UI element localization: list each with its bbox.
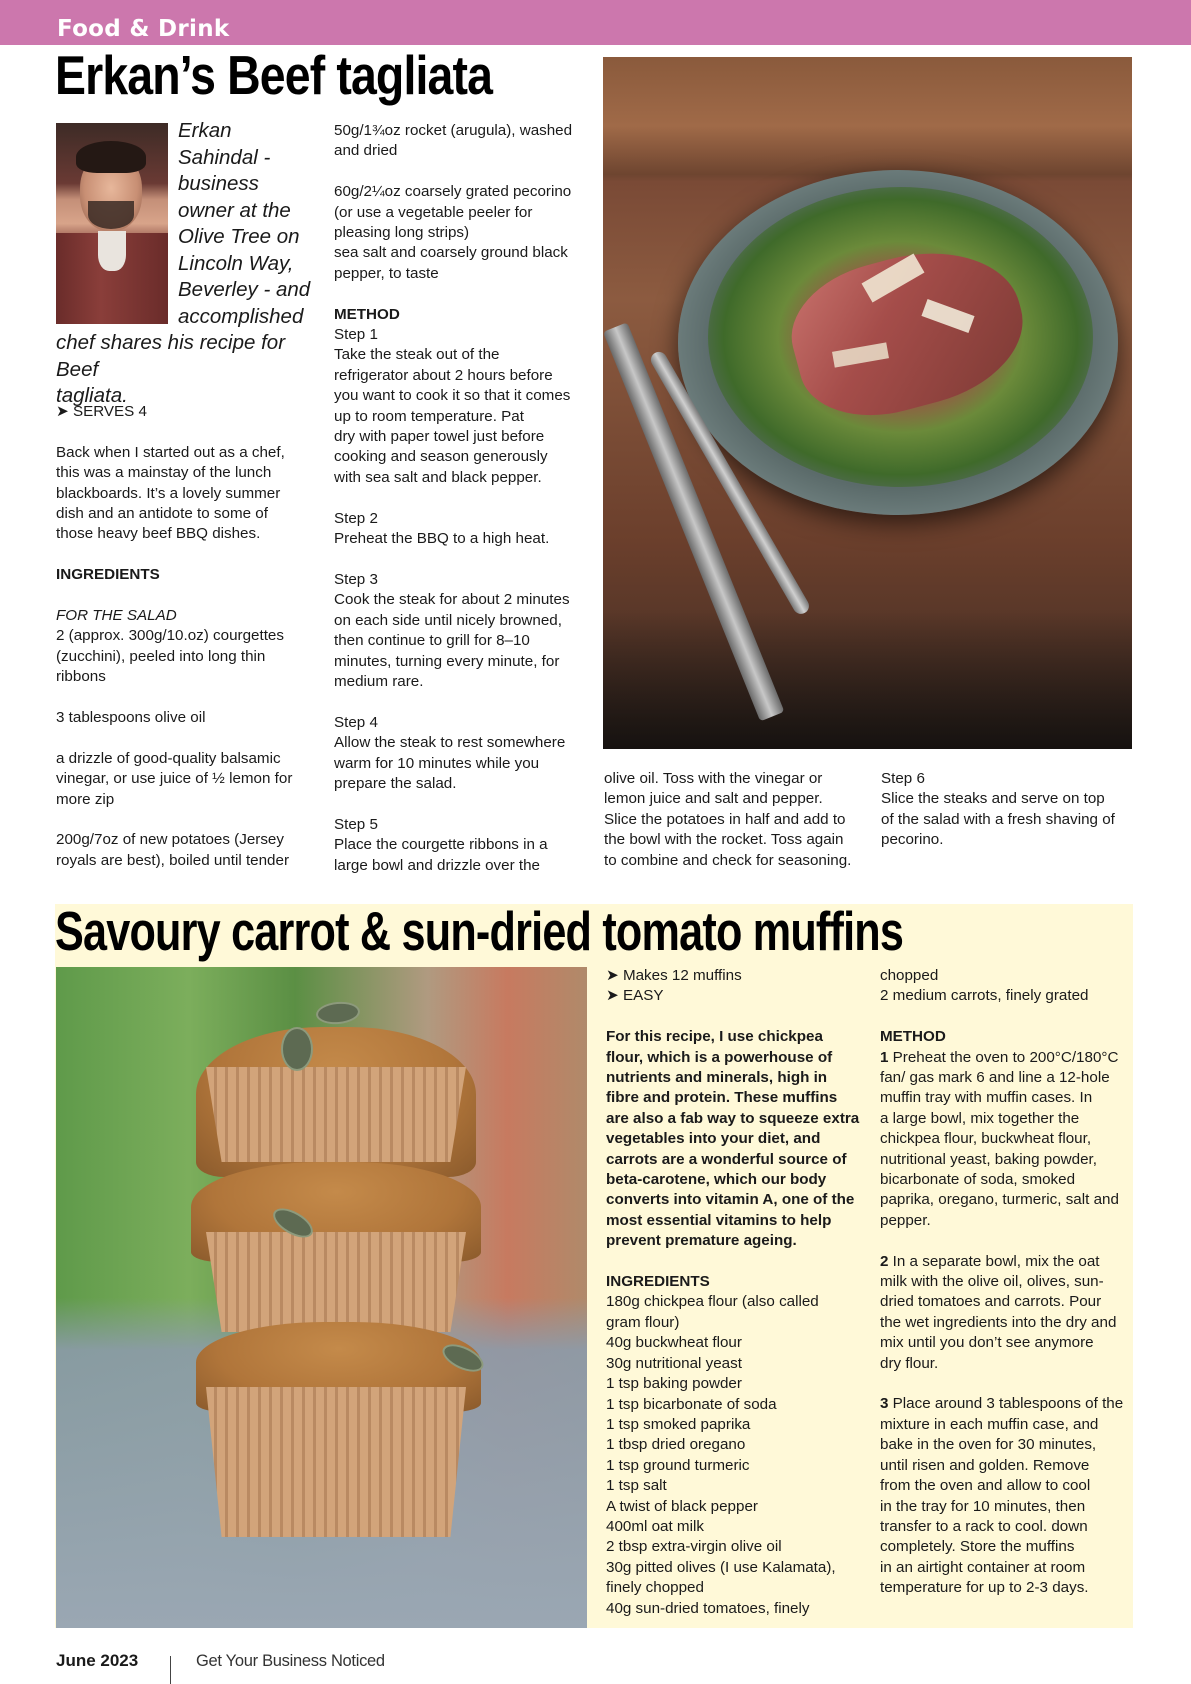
ingredient-line: 40g buckwheat flour <box>606 1334 742 1352</box>
portrait-beard <box>88 201 134 229</box>
chef-bio-continued <box>56 330 326 410</box>
step-line: the wet ingredients into the dry and <box>880 1313 1117 1331</box>
step-line: dry with paper towel just before <box>334 428 545 446</box>
ingredient-line: 1 tsp ground turmeric <box>606 1456 750 1474</box>
step-line: the bowl with the rocket. Toss again <box>604 831 844 849</box>
method-heading: METHOD <box>334 305 400 323</box>
ingredient-line: 1 tsp baking powder <box>606 1375 742 1393</box>
recipe2-intro <box>606 1027 871 1251</box>
intro-line: this was a mainstay of the lunch <box>56 464 272 482</box>
step-label: Step 4 <box>334 713 378 731</box>
pumpkin-seed <box>315 1000 361 1026</box>
step-number: 3 <box>880 1395 889 1413</box>
step-line: in the tray for 10 minutes, then <box>880 1497 1086 1515</box>
bio-line: Beverley - and <box>178 278 311 301</box>
ingredients-heading: INGREDIENTS <box>56 566 160 584</box>
step-line: prepare the salad. <box>334 774 457 792</box>
ingredient-line: 60g/2¼oz coarsely grated pecorino <box>334 183 572 201</box>
ingredients-heading: INGREDIENTS <box>606 1273 710 1291</box>
beef-tagliata-photo <box>603 57 1132 749</box>
intro-line: flour, which is a powerhouse of <box>606 1048 833 1066</box>
step-line: until risen and golden. Remove <box>880 1456 1090 1474</box>
intro-line: beta-carotene, which our body <box>606 1171 827 1189</box>
ingredient-line: a drizzle of good-quality balsamic <box>56 749 281 767</box>
ingredient-line: chopped <box>880 967 939 984</box>
intro-line: most essential vitamins to help <box>606 1211 832 1229</box>
step-line: In a separate bowl, mix the oat <box>888 1252 1100 1270</box>
ingredient-line: 30g pitted olives (I use Kalamata), <box>606 1558 836 1576</box>
intro-line: prevent premature ageing. <box>606 1232 797 1250</box>
recipe1-column-2 <box>334 121 599 876</box>
intro-line: nutrients and minerals, high in <box>606 1069 828 1087</box>
step-line: dry flour. <box>880 1354 939 1372</box>
step-label: Step 3 <box>334 570 378 588</box>
step-line: temperature for up to 2-3 days. <box>880 1579 1089 1597</box>
step-line: then continue to grill for 8–10 <box>334 632 530 650</box>
step-line: minutes, turning every minute, for <box>334 652 560 670</box>
ingredient-line: vinegar, or use juice of ½ lemon for <box>56 770 293 788</box>
step-line: completely. Store the muffins <box>880 1538 1075 1556</box>
muffins-photo <box>56 967 587 1628</box>
bio-line: Sahindal - <box>178 145 271 169</box>
step-line: you want to cook it so that it comes <box>334 387 571 405</box>
step-line: Slice the steaks and serve on top <box>881 790 1105 808</box>
step-line: large bowl and drizzle over the <box>334 856 540 874</box>
step-line: bicarbonate of soda, smoked <box>880 1171 1076 1189</box>
step-line: transfer to a rack to cool. down <box>880 1517 1088 1535</box>
recipe-title-muffins: Savoury carrot & sun-dried tomato muffins <box>55 901 904 963</box>
ingredient-line: 40g sun-dried tomatoes, finely <box>606 1599 810 1617</box>
step-line: medium rare. <box>334 672 424 690</box>
ingredient-line: 30g nutritional yeast <box>606 1354 742 1372</box>
intro-line: are also a fab way to squeeze extra <box>606 1109 860 1127</box>
chef-portrait-image <box>56 123 168 324</box>
footer-date: June 2023 <box>56 1651 139 1670</box>
muffin-liner-shape <box>206 1232 466 1332</box>
step-label: Step 1 <box>334 326 378 344</box>
ingredient-line: 1 tbsp dried oregano <box>606 1436 746 1454</box>
ingredient-line: sea salt and coarsely ground black <box>334 244 568 262</box>
step-line: on each side until nicely browned, <box>334 611 562 629</box>
step-line: Place the courgette ribbons in a <box>334 836 548 854</box>
step-line: Allow the steak to rest somewhere <box>334 734 566 752</box>
step-line: from the oven and allow to cool <box>880 1477 1091 1495</box>
pumpkin-seed <box>281 1027 313 1071</box>
step-line: fan/ gas mark 6 and line a 12-hole <box>880 1069 1110 1087</box>
bio-line: tagliata. <box>56 384 128 407</box>
step-line: mix until you don’t see anymore <box>880 1334 1094 1352</box>
recipe-title-beef-tagliata: Erkan’s Beef tagliata <box>55 45 493 107</box>
step-line: nutritional yeast, baking powder, <box>880 1150 1097 1168</box>
serves-label: ➤ SERVES 4 <box>56 403 147 420</box>
ingredient-line: 2 tbsp extra-virgin olive oil <box>606 1538 782 1556</box>
muffin-liner-shape <box>206 1387 466 1537</box>
step-line: refrigerator about 2 hours before <box>334 366 553 384</box>
ingredient-line: 200g/7oz of new potatoes (Jersey <box>56 831 284 849</box>
method-heading: METHOD <box>880 1028 946 1046</box>
step-line: pecorino. <box>881 831 944 849</box>
bio-line: accomplished <box>178 304 304 328</box>
step-line: Cook the steak for about 2 minutes <box>334 591 570 609</box>
recipe1-column-3 <box>604 769 869 871</box>
ingredient-line: 180g chickpea flour (also called <box>606 1293 819 1311</box>
intro-line: Back when I started out as a chef, <box>56 443 285 461</box>
step-line: mixture in each muffin case, and <box>880 1415 1099 1433</box>
intro-line: dish and an antidote to some of <box>56 505 268 523</box>
section-title: Food & Drink <box>57 16 230 42</box>
ingredient-line: and dried <box>334 142 398 160</box>
step-line: of the salad with a fresh shaving of <box>881 810 1115 828</box>
intro-line: fibre and protein. These muffins <box>606 1089 838 1107</box>
step-line: olive oil. Toss with the vinegar or <box>604 770 823 787</box>
step-line: a large bowl, mix together the <box>880 1109 1080 1127</box>
ingredient-line: 3 tablespoons olive oil <box>56 709 206 727</box>
bio-line: Olive Tree on <box>178 225 300 248</box>
ingredient-line: 2 (approx. 300g/10.oz) courgettes <box>56 627 284 645</box>
ingredient-line: 1 tsp smoked paprika <box>606 1415 751 1433</box>
step-line: muffin tray with muffin cases. In <box>880 1089 1093 1107</box>
step-line: warm for 10 minutes while you <box>334 754 540 772</box>
recipe1-column-4 <box>881 769 1136 851</box>
ingredient-line: 50g/1¾oz rocket (arugula), washed <box>334 122 573 139</box>
method-step-3 <box>880 1394 1135 1414</box>
intro-line: converts into vitamin A, one of the <box>606 1191 855 1209</box>
step-line: with sea salt and black pepper. <box>334 468 542 486</box>
ingredient-line: 2 medium carrots, finely grated <box>880 987 1089 1005</box>
step-line: Slice the potatoes in half and add to <box>604 810 846 828</box>
recipe2-column-1 <box>606 966 871 1619</box>
step-line: milk with the olive oil, olives, sun- <box>880 1273 1104 1291</box>
salad-subheading: FOR THE SALAD <box>56 607 177 625</box>
step-line: Preheat the oven to 200°C/180°C <box>888 1048 1119 1066</box>
ingredient-line: finely chopped <box>606 1579 704 1597</box>
step-label: Step 5 <box>334 815 378 833</box>
ingredient-line: ribbons <box>56 668 106 686</box>
bio-line: business <box>178 172 259 195</box>
step-line: in an airtight container at room <box>880 1558 1086 1576</box>
step-line: pepper. <box>880 1211 931 1229</box>
intro-line: carrots are a wonderful source of <box>606 1150 847 1168</box>
step-line: to combine and check for seasoning. <box>604 851 852 869</box>
ingredient-line: 400ml oat milk <box>606 1517 704 1535</box>
ingredient-line: A twist of black pepper <box>606 1497 758 1515</box>
portrait-shirt <box>98 231 126 271</box>
method-step-1 <box>880 1048 1135 1068</box>
ingredient-line: more zip <box>56 790 115 808</box>
recipe1-column-1 <box>56 402 316 871</box>
step-line: dried tomatoes and carrots. Pour <box>880 1293 1102 1311</box>
method-step-2 <box>880 1252 1135 1272</box>
bio-line: chef shares his recipe for Beef <box>56 331 286 381</box>
footer-tagline: Get Your Business Noticed <box>196 1652 385 1670</box>
ingredient-line: 1 tsp salt <box>606 1477 667 1495</box>
bio-line: owner at the <box>178 198 291 222</box>
step-line: Place around 3 tablespoons of the <box>888 1395 1124 1413</box>
intro-line: vegetables into your diet, and <box>606 1130 821 1148</box>
step-line: chickpea flour, buckwheat flour, <box>880 1130 1092 1148</box>
bio-line: Lincoln Way, <box>178 251 294 275</box>
ingredient-line: 1 tsp bicarbonate of soda <box>606 1395 777 1413</box>
step-label: Step 2 <box>334 509 378 527</box>
muffin-liner-shape <box>206 1067 466 1162</box>
step-line: up to room temperature. Pat <box>334 407 524 425</box>
step-label: Step 6 <box>881 770 925 787</box>
intro-line: blackboards. It’s a lovely summer <box>56 484 281 502</box>
difficulty-label: ➤ EASY <box>606 987 664 1005</box>
footer-divider <box>170 1656 171 1684</box>
recipe2-column-2 <box>880 966 1135 1599</box>
ingredient-line: (zucchini), peeled into long thin <box>56 647 266 665</box>
step-line: Take the steak out of the <box>334 346 500 364</box>
portrait-hair <box>76 141 146 173</box>
ingredient-line: pleasing long strips) <box>334 224 470 242</box>
bio-line: Erkan <box>178 119 232 142</box>
ingredient-line: royals are best), boiled until tender <box>56 851 290 869</box>
step-line: cooking and season generously <box>334 448 548 466</box>
intro-line: For this recipe, I use chickpea <box>606 1028 823 1046</box>
ingredient-line: (or use a vegetable peeler for <box>334 203 533 221</box>
ingredient-line: pepper, to taste <box>334 264 439 282</box>
step-line: Preheat the BBQ to a high heat. <box>334 530 550 548</box>
step-number: 1 <box>880 1048 889 1066</box>
step-line: lemon juice and salt and pepper. <box>604 790 823 808</box>
intro-line: those heavy beef BBQ dishes. <box>56 525 261 543</box>
step-number: 2 <box>880 1252 889 1270</box>
step-line: paprika, oregano, turmeric, salt and <box>880 1191 1119 1209</box>
chef-bio <box>178 118 328 330</box>
ingredient-line: gram flour) <box>606 1313 680 1331</box>
step-line: bake in the oven for 30 minutes, <box>880 1436 1097 1454</box>
makes-label: ➤ Makes 12 muffins <box>606 967 742 984</box>
